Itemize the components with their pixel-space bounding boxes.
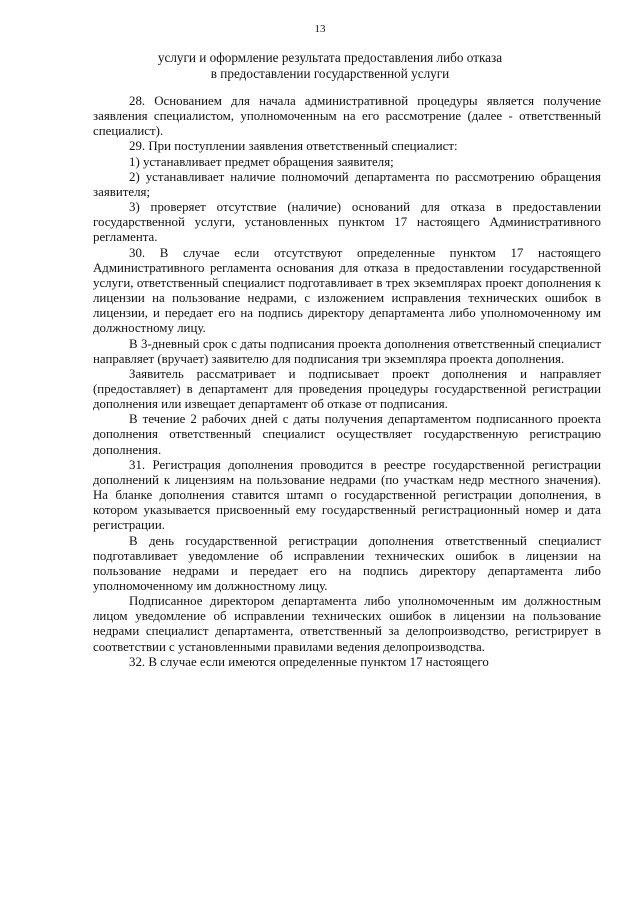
- paragraph-30-part-3: Заявитель рассматривает и подписывает проект дополнения и направляет (предоставляет) в департамент для проведения процедуры государственной регистрации дополнения или извещает департамент об отказе от подписания.: [93, 366, 601, 412]
- paragraph-31-part-2: В день государственной регистрации дополнения ответственный специалист подготавливает уведомление об исправлении технических ошибок в лицензии на пользование недрами и передает его на подпись директору департамента либо уполномоченному им должностному лицу.: [93, 533, 601, 593]
- paragraph-29-item-3: 3) проверяет отсутствие (наличие) оснований для отказа в предоставлении государственной услуги, установленных пунктом 17 настоящего Административного регламента.: [93, 200, 601, 245]
- paragraph-30-part-2: В 3-дневный срок с даты подписания проекта дополнения ответственный специалист направляет (вручает) заявителю для подписания три экземпляра проекта дополнения.: [93, 336, 601, 366]
- paragraph-31-part-3: Подписанное директором департамента либо уполномоченным им должностным лицом уведомление об исправлении технических ошибок в лицензии на пользование недрами специалист департамента, ответственный за делопроизводство, регистрирует в соответствии с установленными правилами ведения делопроизводства.: [93, 594, 601, 654]
- paragraph-29: 29. При поступлении заявления ответственный специалист:: [129, 139, 458, 154]
- section-title-line-2: в предоставлении государственной услуги: [210, 66, 450, 81]
- page-number: 13: [314, 23, 326, 35]
- paragraph-29-item-1: 1) устанавливает предмет обращения заявителя;: [129, 154, 394, 169]
- document-body: [93, 94, 601, 670]
- section-title: [60, 50, 600, 82]
- paragraph-28: 28. Основанием для начала административной процедуры является получение заявления специалистом, уполномоченным на его рассмотрение (далее - ответственный специалист).: [93, 94, 601, 139]
- paragraph-30: 30. В случае если отсутствуют определенные пунктом 17 настоящего Административного регламента основания для отказа в предоставлении государственной услуги, ответственный специалист подготавливает в трех экземплярах проект дополнения к лицензии на пользование недрами, с изложением исправления технических ошибок в лицензии, и передает его на подпись директору департамента либо уполномоченному им должностному лицу.: [93, 245, 601, 336]
- paragraph-32: 32. В случае если имеются определенные пунктом 17 настоящего: [129, 654, 489, 669]
- paragraph-30-part-4: В течение 2 рабочих дней с даты получения департаментом подписанного проекта дополнения ответственный специалист осуществляет государственную регистрацию дополнения.: [93, 412, 601, 457]
- paragraph-31: 31. Регистрация дополнения проводится в реестре государственной регистрации дополнений к лицензиям на пользование недрами (по участкам недр местного значения). На бланке дополнения ставится штамп о государственной регистрации дополнения, в котором указывается присвоенный ему государственный регистрационный номер и дата регистрации.: [93, 457, 601, 533]
- section-title-line-1: услуги и оформление результата предоставления либо отказа: [157, 50, 503, 65]
- paragraph-29-item-2: 2) устанавливает наличие полномочий департамента по рассмотрению обращения заявителя;: [93, 169, 601, 199]
